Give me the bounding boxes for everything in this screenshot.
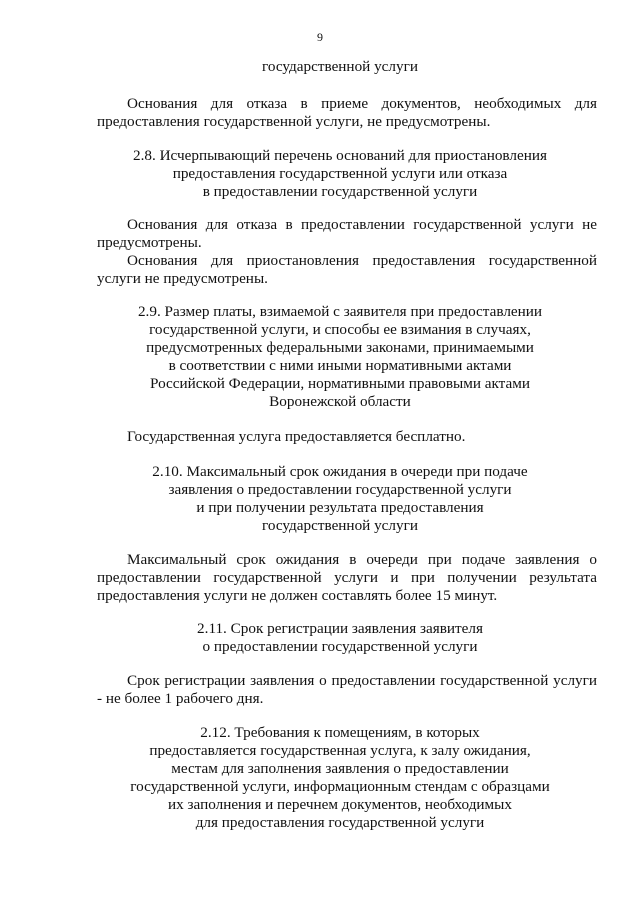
section-heading-line: 2.8. Исчерпывающий перечень оснований для приостановления (133, 147, 547, 164)
paragraph-line: Основания для приостановления предоставления государственной (127, 252, 597, 269)
page-number: 9 (317, 30, 323, 44)
paragraph-line: предусмотрены. (97, 234, 202, 251)
section-heading-line: заявления о предоставлении государственной услуги (168, 481, 512, 498)
section-heading-line: государственной услуги, и способы ее взимания в случаях, (149, 321, 531, 338)
paragraph-line: Максимальный срок ожидания в очереди при подаче заявления о (127, 551, 597, 568)
section-heading-line: и при получении результата предоставления (196, 499, 484, 516)
paragraph-line: услуги не предусмотрены. (97, 270, 268, 287)
paragraph-line: Основания для отказа в предоставлении государственной услуги не (127, 216, 597, 233)
paragraph-line: предоставлении государственной услуги и при получении результата (97, 569, 597, 586)
section-heading-line: предусмотренных федеральными законами, принимаемыми (146, 339, 534, 356)
paragraph-line: Срок регистрации заявления о предоставлении государственной услуги (127, 672, 597, 689)
paragraph-line: Государственная услуга предоставляется бесплатно. (127, 428, 466, 445)
section-heading-line: государственной услуги, информационным стендам с образцами (130, 778, 550, 795)
section-heading-line: 2.9. Размер платы, взимаемой с заявителя при предоставлении (137, 303, 543, 320)
section-heading-line: о предоставлении государственной услуги (202, 638, 478, 655)
section-heading-line: Воронежской области (269, 393, 411, 410)
paragraph-line: - не более 1 рабочего дня. (97, 690, 264, 707)
section-heading-line: 2.12. Требования к помещениям, в которых (200, 724, 480, 741)
section-heading-line: 2.10. Максимальный срок ожидания в очереди при подаче (152, 463, 528, 480)
section-heading-line: предоставляется государственная услуга, к залу ожидания, (149, 742, 531, 759)
section-heading-line: предоставления государственной услуги или отказа (172, 165, 508, 182)
section-heading-line: государственной услуги (262, 58, 418, 75)
paragraph-line: предоставления государственной услуги, не предусмотрены. (97, 113, 491, 130)
section-heading-line: в предоставлении государственной услуги (202, 183, 478, 200)
section-heading-line: государственной услуги (262, 517, 418, 534)
section-heading-line: Российской Федерации, нормативными правовыми актами (150, 375, 530, 392)
section-heading-line: местам для заполнения заявления о предоставлении (171, 760, 509, 777)
section-heading-line: в соответствии с ними иными нормативными актами (168, 357, 512, 374)
paragraph-line: предоставления услуги не должен составлять более 15 минут. (97, 587, 498, 604)
paragraph-line: Основания для отказа в приеме документов, необходимых для (127, 95, 597, 112)
section-heading-line: для предоставления государственной услуги (195, 814, 485, 831)
section-heading-line: их заполнения и перечнем документов, необходимых (168, 796, 512, 813)
section-heading-line: 2.11. Срок регистрации заявления заявителя (197, 620, 483, 637)
